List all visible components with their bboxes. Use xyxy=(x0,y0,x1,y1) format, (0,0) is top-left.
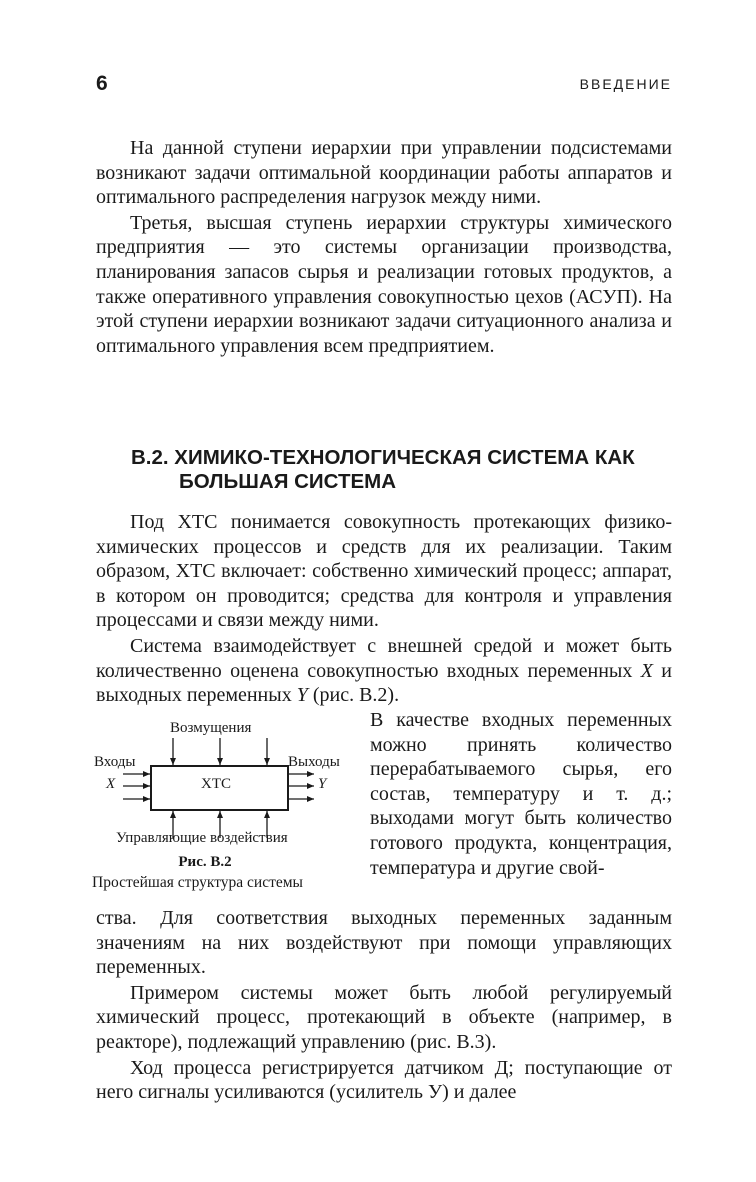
inputs-label: Входы xyxy=(94,754,136,770)
paragraph-5-continued: ства. Для соответствия выходных переменных заданным значениям на них воздействуют при помощи управляющих переменных. xyxy=(96,907,672,979)
paragraph-4-part-3: (рис. В.2). xyxy=(307,684,400,707)
output-arrows xyxy=(289,774,314,799)
paragraph-7: Ход процесса регистрируется датчиком Д; поступающие от него сигналы усиливаются (усилитель У) и далее xyxy=(96,1056,672,1104)
controls-label: Управляющие воздействия xyxy=(116,830,288,846)
paragraph-2: Третья, высшая ступень иерархии структуры химического предприятия — это системы организации производства, планирования запасов сырья и реализации готовых продуктов, а также оперативного управления совокупностью цехов (АСУП). На этой ступени иерархии возникают задачи ситуационного анализа и оптимального управления всем предприятием. xyxy=(96,211,672,357)
section-title xyxy=(131,446,691,494)
output-var-y: Y xyxy=(318,776,327,792)
outputs-label: Выходы xyxy=(288,754,340,770)
paragraph-5-wrapped: В качестве входных переменных можно принять количество перерабатываемого сырья, его состав, температуру и т. д.; выходами могут быть количество готового продукта, концентрация, температура и другие свой- xyxy=(370,709,672,879)
var-x: X xyxy=(640,659,653,682)
figure-caption-text: Простейшая структура системы xyxy=(92,874,303,891)
input-arrows xyxy=(123,774,150,799)
page-number: 6 xyxy=(96,72,108,95)
xts-label: ХТС xyxy=(201,776,231,792)
paragraph-4 xyxy=(96,634,672,708)
closing-text xyxy=(96,906,672,1105)
paragraph-4-part-1: Система взаимодействует с внешней средой и может быть количественно оценена совокупностью входных переменных xyxy=(96,634,672,682)
disturbance-arrows xyxy=(173,738,267,765)
section-title-line-2: БОЛЬШАЯ СИСТЕМА xyxy=(179,470,397,493)
paragraph-1: На данной ступени иерархии при управлении подсистемами возникают задачи оптимальной координации работы аппаратов и оптимального распределения нагрузок между ними. xyxy=(96,137,672,209)
figure-b2 xyxy=(92,720,360,900)
paragraph-3: Под ХТС понимается совокупность протекающих физико-химических процессов и средств для их реализации. Таким образом, ХТС включает: собственно химический процесс; аппарат, в котором он проводится; средства для контроля и управления процессами и связи между ними. xyxy=(96,511,672,632)
disturbances-label: Возмущения xyxy=(170,720,252,736)
paragraph-6: Примером системы может быть любой регулируемый химический процесс, протекающий в объекте (например, в реакторе), подлежащий управлению (рис. В.3). xyxy=(96,981,672,1053)
section-text xyxy=(96,510,672,708)
running-head: ВВЕДЕНИЕ xyxy=(579,76,672,92)
input-var-x: X xyxy=(106,776,116,792)
figure-caption-number: Рис. В.2 xyxy=(178,854,232,870)
section-title-line-1: В.2. ХИМИКО-ТЕХНОЛОГИЧЕСКАЯ СИСТЕМА КАК xyxy=(131,446,635,469)
var-y: Y xyxy=(296,684,308,707)
paragraph-4-part-2: и выходных переменных xyxy=(96,659,673,707)
intro-text xyxy=(96,136,672,358)
page-header xyxy=(96,72,672,98)
